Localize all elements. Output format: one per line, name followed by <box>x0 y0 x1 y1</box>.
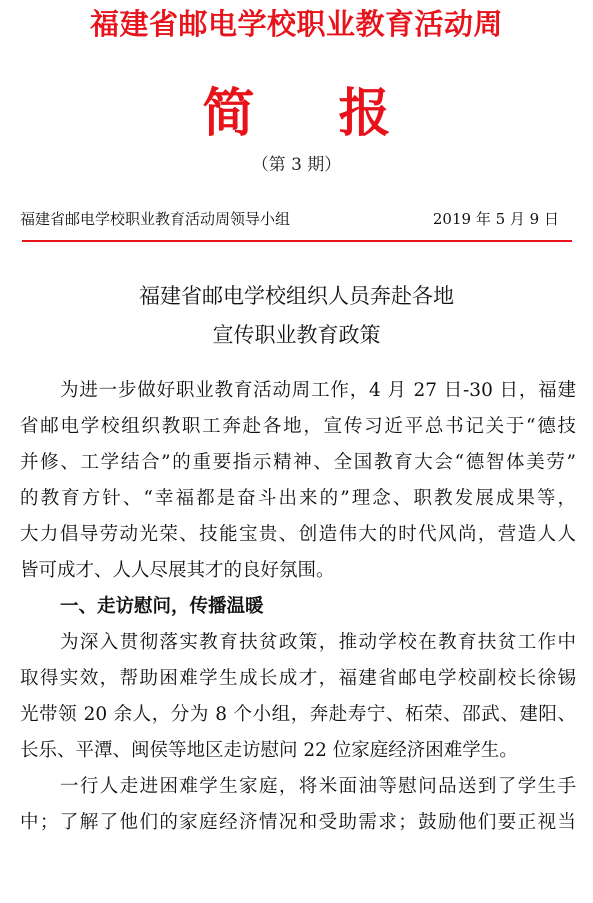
issue-date: 2019 年 5 月 9 日 <box>432 210 559 228</box>
bulletin-title-char-2: 报 <box>338 83 391 144</box>
bulletin-title-char-1: 简 <box>202 83 255 144</box>
paragraph-1-line: 的教育方针、“幸福都是奋斗出来的”理念、职教发展成果等， <box>20 488 576 509</box>
paragraph-1-line: 省邮电学校组织教职工奔赴各地，宣传习近平总书记关于“德技 <box>20 416 576 437</box>
paragraph-2-line: 长乐、平潭、闽侯等地区走访慰问 22 位家庭经济困难学生。 <box>20 740 518 761</box>
paragraph-1-line: 皆可成才、人人尽展其才的良好氛围。 <box>20 560 335 581</box>
section-1-heading: 一、走访慰问，传播温暖 <box>60 596 264 617</box>
org-title: 福建省邮电学校职业教育活动周 <box>89 7 503 41</box>
paragraph-1-line: 并修、工学结合”的重要指示精神、全国教育大会“德智体美劳” <box>20 452 576 473</box>
red-divider <box>22 240 572 242</box>
paragraph-2-line: 为深入贯彻落实教育扶贫政策，推动学校在教育扶贫工作中 <box>60 632 576 653</box>
paragraph-3-line: 一行人走进困难学生家庭，将米面油等慰问品送到了学生手 <box>60 776 576 797</box>
paragraph-2-line: 取得实效，帮助困难学生成长成才，福建省邮电学校副校长徐锡 <box>20 668 576 689</box>
article-headline-line-1: 福建省邮电学校组织人员奔赴各地 <box>139 284 454 308</box>
paragraph-1-line: 大力倡导劳动光荣、技能宝贵、创造伟大的时代风尚，营造人人 <box>20 524 576 545</box>
paragraph-1-line: 为进一步做好职业教育活动周工作，4 月 27 日-30 日，福建 <box>60 380 576 401</box>
paragraph-3-line: 中；了解了他们的家庭经济情况和受助需求；鼓励他们要正视当 <box>20 812 576 833</box>
paragraph-2-line: 光带领 20 余人，分为 8 个小组，奔赴寿宁、柘荣、邵武、建阳、 <box>20 704 576 725</box>
issue-number: （第 3 期） <box>251 155 342 175</box>
article-headline-line-2: 宣传职业教育政策 <box>212 323 381 347</box>
bulletin-title <box>0 83 593 144</box>
article-body <box>20 373 576 841</box>
issuer: 福建省邮电学校职业教育活动周领导小组 <box>20 210 291 228</box>
